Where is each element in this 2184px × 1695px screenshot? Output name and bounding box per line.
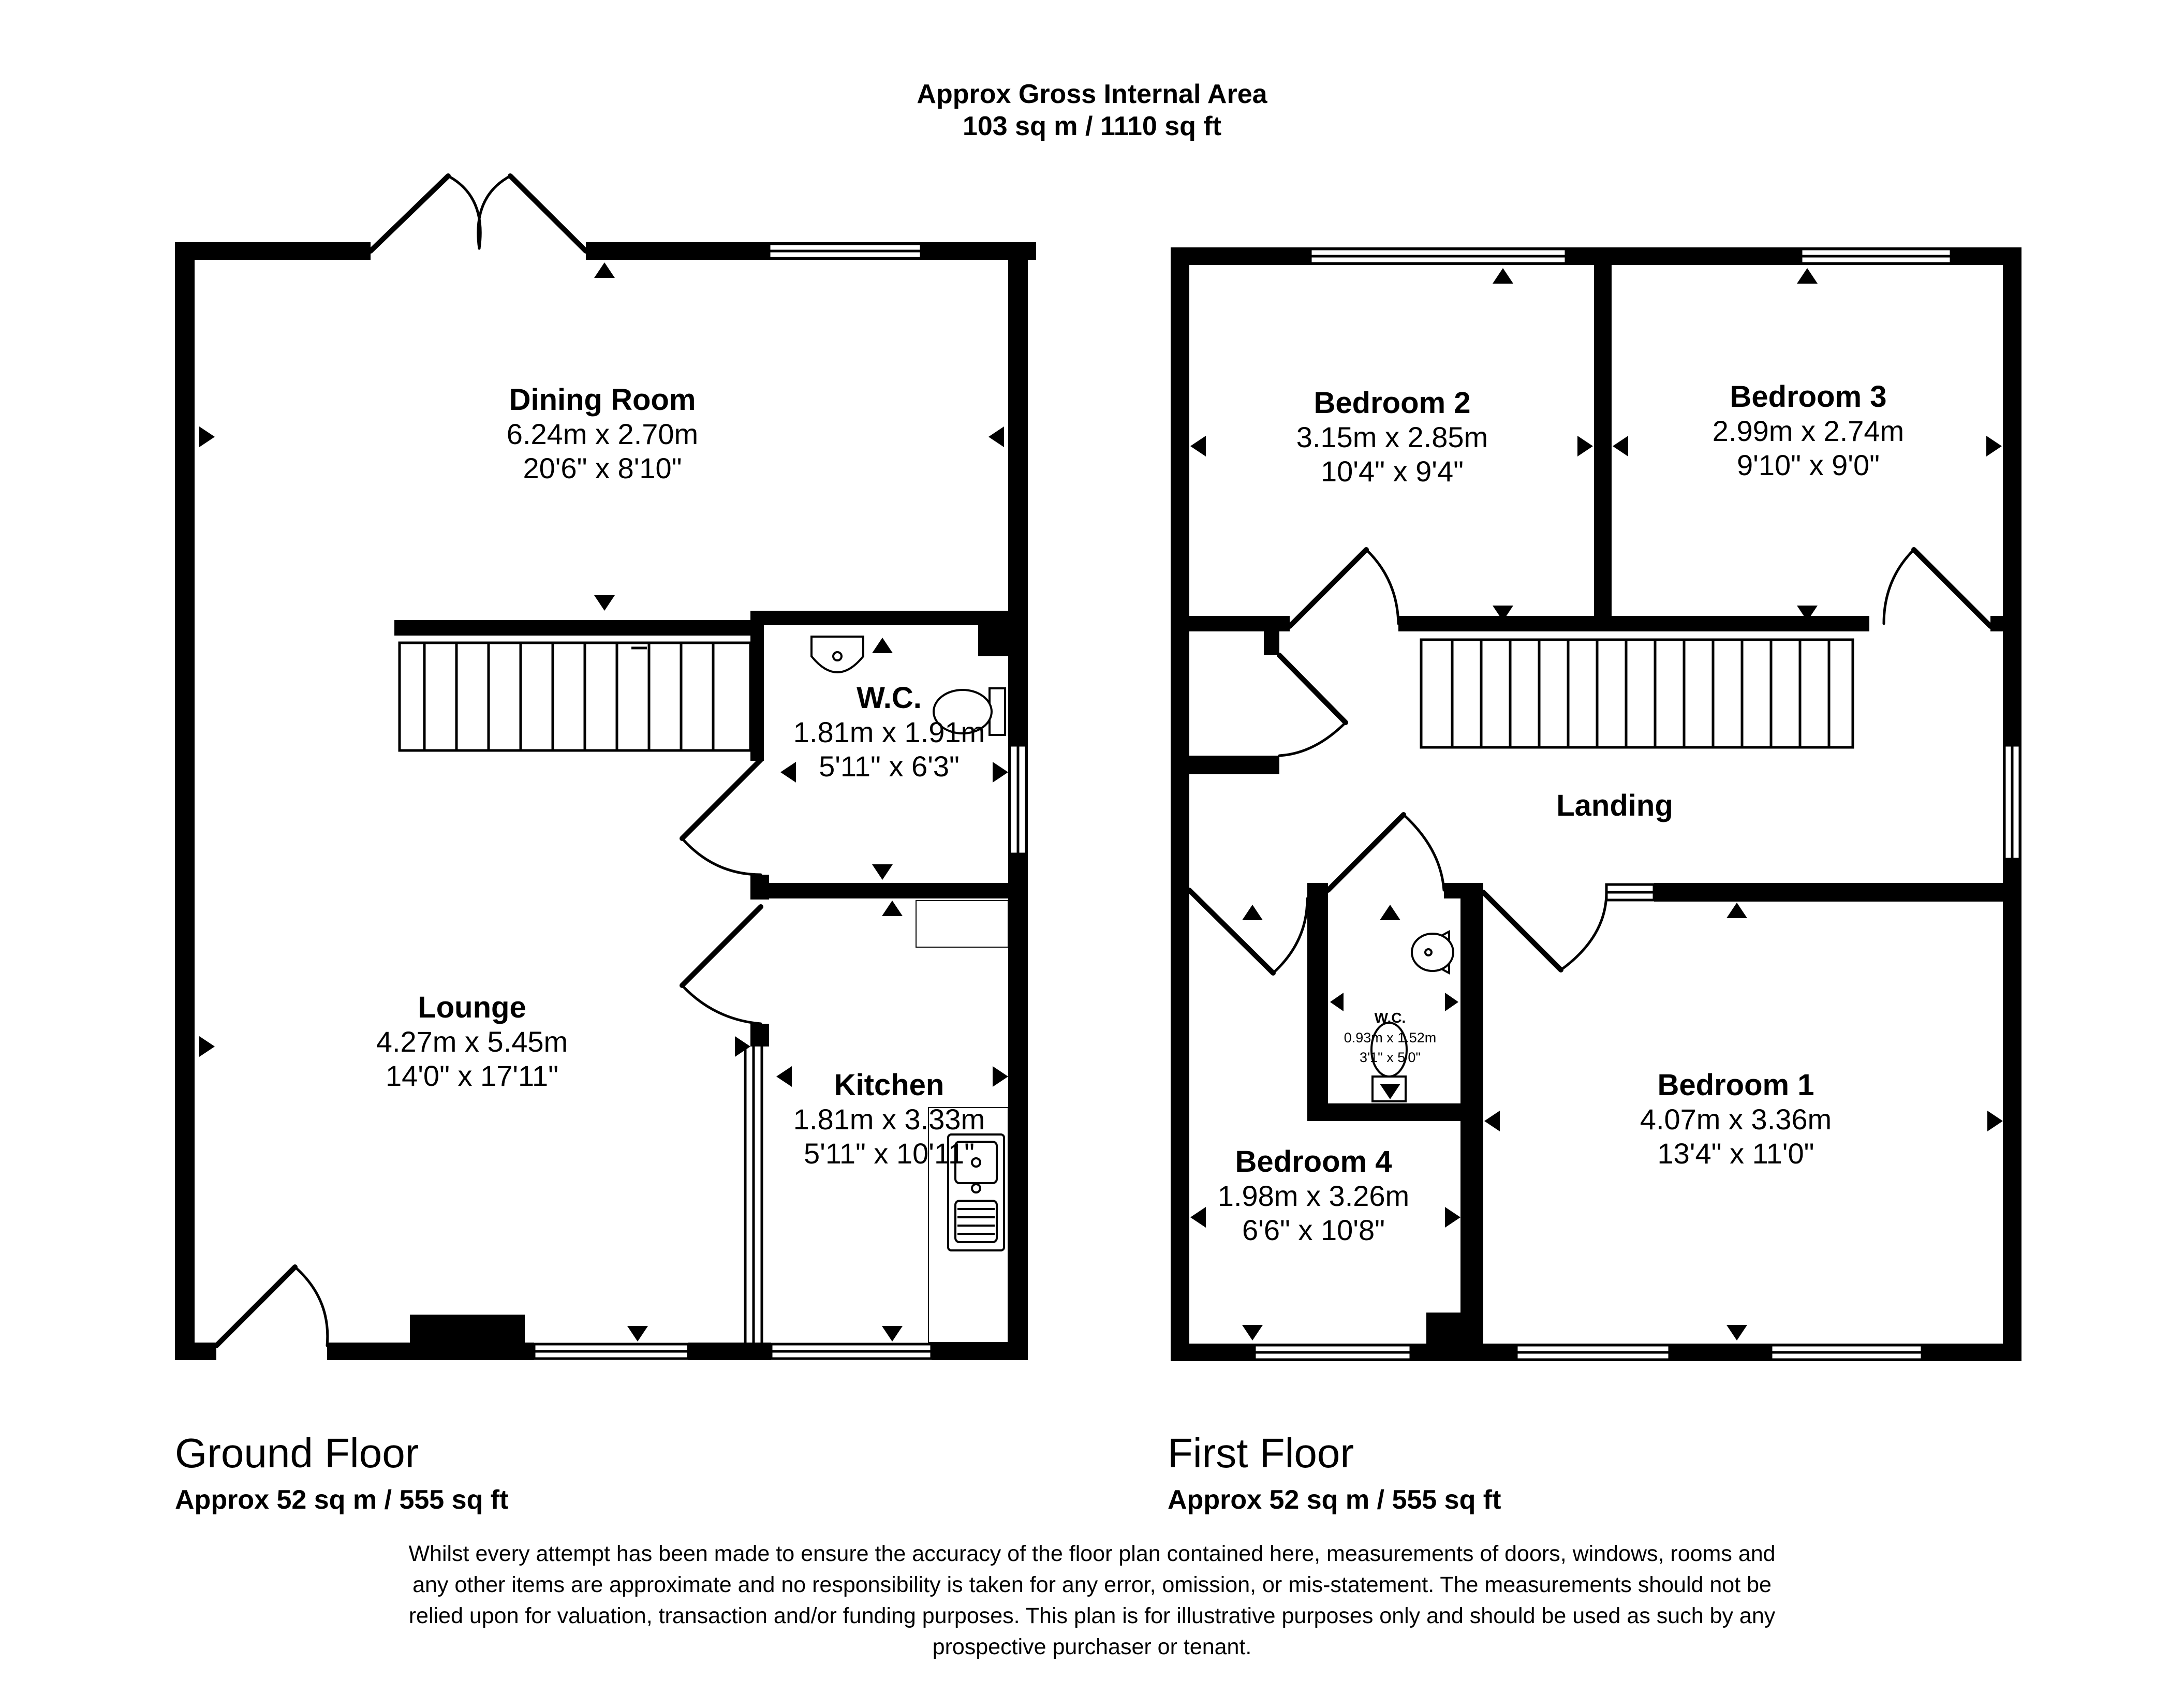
bedroom-2-metric: 3.15m x 2.85m [1296, 421, 1488, 453]
bedroom-4-imperial: 6'6" x 10'8" [1242, 1214, 1385, 1246]
bedroom-1-metric: 4.07m x 3.36m [1640, 1103, 1832, 1136]
basin-icon [1412, 932, 1453, 973]
lounge-name: Lounge [418, 991, 526, 1024]
ground-floor-stairs [400, 643, 750, 750]
disclaimer-line: relied upon for valuation, transaction and/or funding purposes. This plan is for illustrative purposes only and should be used as such by any [408, 1603, 1776, 1628]
wc-ground-imperial: 5'11" x 6'3" [819, 750, 960, 783]
ground-floor-doors [216, 176, 761, 1346]
bedroom-4-name: Bedroom 4 [1235, 1145, 1392, 1178]
kitchen-metric: 1.81m x 3.33m [793, 1103, 985, 1136]
wc-ground-name: W.C. [857, 681, 922, 715]
bedroom-3-name: Bedroom 3 [1730, 380, 1887, 414]
lounge-imperial: 14'0" x 17'11" [385, 1059, 559, 1092]
first-floor-stairs [1421, 640, 1853, 747]
disclaimer-line: any other items are approximate and no responsibility is taken for any error, omission, or mis-statement. The measurements should not be [412, 1572, 1772, 1597]
wc-first-imperial: 3'1" x 5'0" [1359, 1050, 1421, 1065]
first-floor-area: Approx 52 sq m / 555 sq ft [1168, 1485, 1501, 1515]
kitchen-name: Kitchen [834, 1068, 945, 1102]
ground-floor-title: Ground Floor [175, 1430, 419, 1476]
ground-floor-room-labels [376, 383, 985, 1170]
first-floor-title: First Floor [1168, 1430, 1354, 1476]
dining-room-name: Dining Room [509, 383, 696, 417]
bedroom-4-metric: 1.98m x 3.26m [1217, 1180, 1410, 1212]
landing-name: Landing [1556, 789, 1673, 822]
bedroom-1-imperial: 13'4" x 11'0" [1657, 1137, 1814, 1170]
ground-floor-plan [175, 176, 1036, 1360]
wc-ground-metric: 1.81m x 1.91m [793, 716, 985, 748]
lounge-metric: 4.27m x 5.45m [376, 1025, 568, 1058]
dining-room-imperial: 20'6" x 8'10" [523, 452, 682, 484]
dining-room-metric: 6.24m x 2.70m [506, 418, 699, 450]
gross-area-title: Approx Gross Internal Area [917, 79, 1267, 109]
bedroom-2-name: Bedroom 2 [1314, 386, 1471, 420]
gross-area-value: 103 sq m / 1110 sq ft [962, 111, 1222, 141]
kitchen-imperial: 5'11" x 10'11" [804, 1137, 975, 1170]
disclaimer [290, 1538, 1894, 1662]
disclaimer-line: prospective purchaser or tenant. [932, 1634, 1252, 1659]
bedroom-3-imperial: 9'10" x 9'0" [1737, 449, 1880, 481]
first-floor-plan [1171, 247, 2021, 1361]
bedroom-2-imperial: 10'4" x 9'4" [1321, 455, 1464, 488]
kitchen-partition [745, 1047, 762, 1343]
wc-first-metric: 0.93m x 1.52m [1344, 1030, 1437, 1045]
bedroom-1-name: Bedroom 1 [1657, 1068, 1814, 1102]
bedroom-3-metric: 2.99m x 2.74m [1712, 415, 1905, 447]
disclaimer-line: Whilst every attempt has been made to ensure the accuracy of the floor plan contained here, measurements of doors, windows, rooms and [408, 1541, 1776, 1566]
ground-floor-area: Approx 52 sq m / 555 sq ft [175, 1485, 509, 1515]
wc-first-name: W.C. [1374, 1010, 1406, 1026]
